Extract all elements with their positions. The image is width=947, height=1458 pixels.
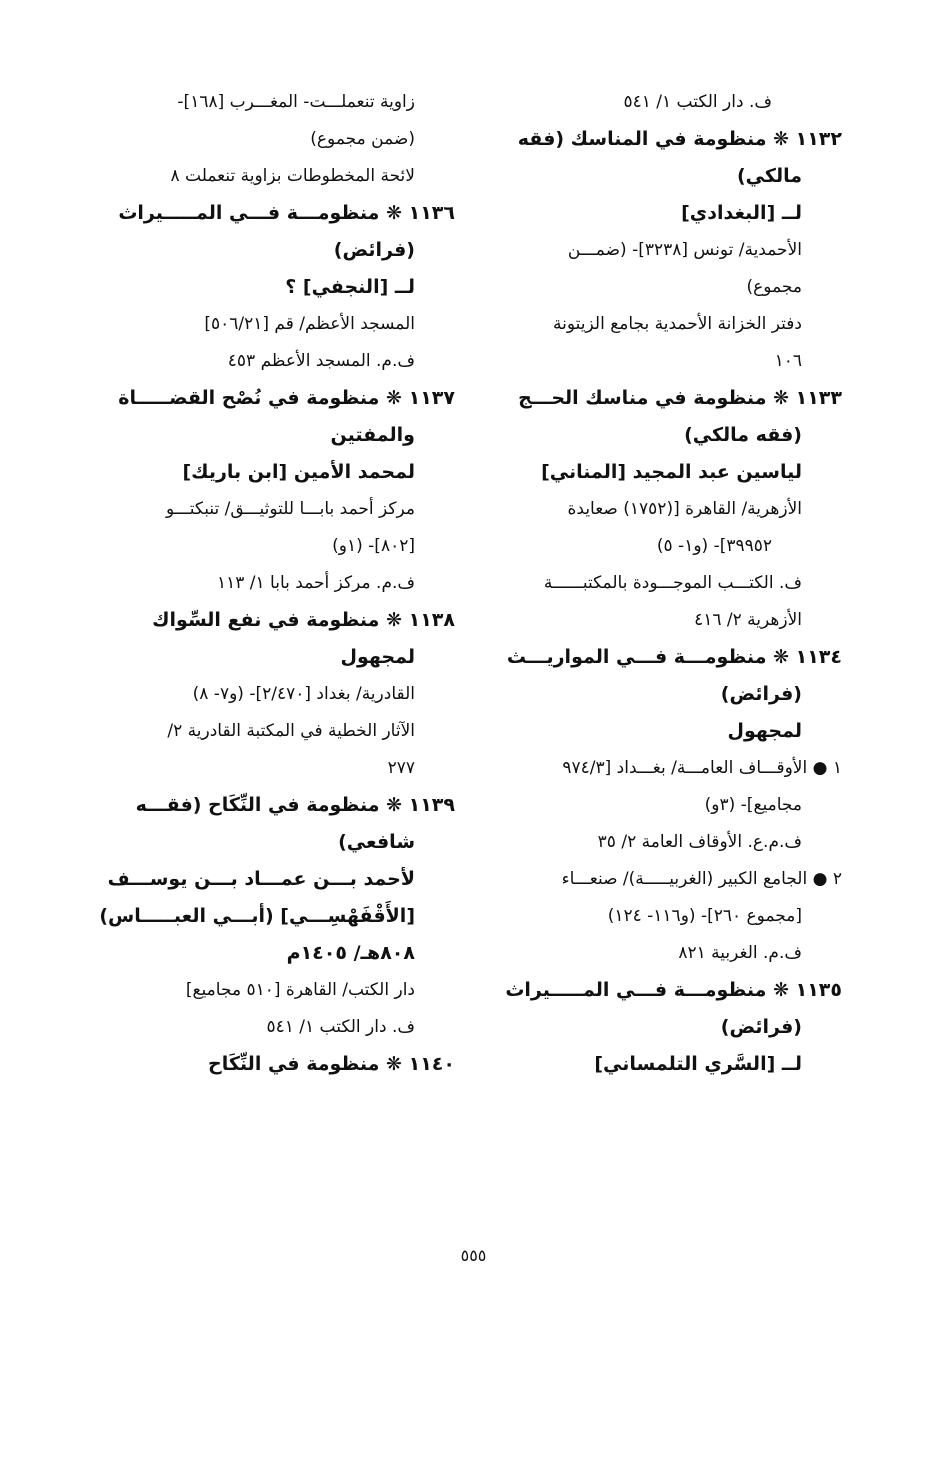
entry-text-line: ١ ● الأوقـــاف العامـــة/ بغـــداد [٩٧٤/٣ bbox=[562, 758, 842, 778]
entry-heading-line: مالكي) bbox=[737, 165, 802, 187]
entry-heading-line: ١١٣٤ ❋ منظومـــة فـــي المواريـــث bbox=[506, 646, 842, 668]
entry-text-line: [مجموع ٢٦٠]- (و١١٦- ١٢٤) bbox=[607, 906, 802, 926]
entry-text-line: ف. دار الكتب ١/ ٥٤١ bbox=[623, 92, 772, 112]
entry-heading-line: (فرائض) bbox=[720, 1016, 802, 1038]
entry-heading-line: (فقه مالكي) bbox=[684, 424, 802, 446]
entry-text-line: (ضمن مجموع) bbox=[310, 129, 415, 149]
entry-heading-line: لــ [النجفي] ؟ bbox=[285, 276, 415, 298]
entry-text-line: ٣٩٩٥٢]- (و١- ٥) bbox=[656, 536, 772, 556]
entry-text-line: دفتر الخزانة الأحمدية بجامع الزيتونة bbox=[553, 314, 802, 334]
entry-text-line: زاوية تنعملـــت- المغـــرب [١٦٨]- bbox=[177, 92, 415, 112]
entry-heading-line: (فرائض) bbox=[333, 239, 415, 261]
entry-text-line: الأزهرية/ القاهرة [(١٧٥٢) صعايدة bbox=[567, 499, 802, 519]
entry-heading-line: ١١٤٠ ❋ منظومة في النِّكَاح bbox=[208, 1053, 455, 1075]
entry-text-line: مجموع) bbox=[746, 277, 802, 297]
entry-text-line: الآثار الخطية في المكتبة القادرية ٢/ bbox=[167, 721, 415, 741]
entry-heading-line: ١١٣٢ ❋ منظومة في المناسك (فقه bbox=[517, 128, 842, 150]
entry-heading-line: لــ [البغدادي] bbox=[681, 202, 802, 224]
entry-heading-line: (فرائض) bbox=[720, 683, 802, 705]
entry-text-line: دار الكتب/ القاهرة [٥١٠ مجاميع] bbox=[185, 980, 415, 1000]
entry-text-line: مجاميع]- (٣و) bbox=[704, 795, 802, 815]
entry-heading-line: لمجهول bbox=[340, 646, 415, 668]
page-number: ٥٥٥ bbox=[460, 1246, 487, 1265]
entry-text-line: القادرية/ بغداد [٢/٤٧٠]- (و٧- ٨) bbox=[192, 684, 415, 704]
entry-text-line: [٨٠٢]- (١و) bbox=[332, 536, 415, 556]
entry-text-line: ف.م. الغربية ٨٢١ bbox=[678, 943, 802, 963]
entry-heading-line: [الأَقْفَهْسِـــي] (أبـــي العبـــــاس) bbox=[99, 905, 415, 927]
entry-heading-line: ١١٣٣ ❋ منظومة في مناسك الحـــج bbox=[518, 387, 842, 409]
right-column bbox=[490, 84, 842, 1083]
entry-heading-line: ١١٣٥ ❋ منظومـــة فـــي المـــــيراث bbox=[505, 979, 842, 1001]
entry-heading-line: ١١٣٧ ❋ منظومة في نُصْح القضـــــاة bbox=[118, 387, 455, 409]
left-column bbox=[99, 84, 455, 1083]
entry-heading-line: لياسين عبد المجيد [المناني] bbox=[541, 461, 802, 483]
entry-heading-line: لأحمد بـــن عمـــاد بـــن يوســـف bbox=[107, 868, 415, 890]
entry-text-line: ف.م. مركز أحمد بابا ١/ ١١٣ bbox=[216, 573, 415, 593]
entry-text-line: ٢٧٧ bbox=[387, 758, 415, 778]
entry-heading-line: لــ [السَّري التلمساني] bbox=[594, 1053, 802, 1075]
entry-text-line: المسجد الأعظم/ قم [٥٠٦/٢١] bbox=[204, 314, 415, 334]
entry-heading-line: شافعي) bbox=[338, 831, 415, 853]
entry-text-line: ف. دار الكتب ١/ ٥٤١ bbox=[266, 1017, 415, 1037]
entry-text-line: الأزهرية ٢/ ٤١٦ bbox=[694, 610, 802, 630]
entry-text-line: ف.م.ع. الأوقاف العامة ٢/ ٣٥ bbox=[597, 832, 802, 852]
entry-text-line: ف.م. المسجد الأعظم ٤٥٣ bbox=[227, 351, 415, 371]
entry-heading-line: والمفتين bbox=[330, 424, 415, 446]
entry-heading-line: ١١٣٨ ❋ منظومة في نفع السِّواك bbox=[152, 609, 455, 631]
entry-heading-line: ١١٣٦ ❋ منظومـــة فـــي المـــــيراث bbox=[118, 202, 455, 224]
entry-heading-line: ١١٣٩ ❋ منظومة في النِّكَاح (فقـــه bbox=[135, 794, 455, 816]
entry-text-line: لائحة المخطوطات بزاوية تنعملت ٨ bbox=[170, 166, 415, 186]
entry-heading-line: لمجهول bbox=[727, 720, 802, 742]
entry-text-line: ١٠٦ bbox=[774, 351, 802, 371]
entry-text-line: ف. الكتـــب الموجـــودة بالمكتبــــــة bbox=[543, 573, 802, 593]
entry-text-line: مركز أحمد بابـــا للتوثيـــق/ تنبكتـــو bbox=[166, 499, 415, 519]
entry-heading-line: لمحمد الأمين [ابن باريك] bbox=[182, 461, 415, 483]
entry-text-line: ٢ ● الجامع الكبير (الغربيـــــة)/ صنعـــاء bbox=[561, 869, 842, 889]
entry-heading-line: ٨٠٨هـ/ ١٤٠٥م bbox=[286, 942, 415, 964]
entry-text-line: الأحمدية/ تونس [٣٢٣٨]- (ضمـــن bbox=[567, 240, 802, 260]
